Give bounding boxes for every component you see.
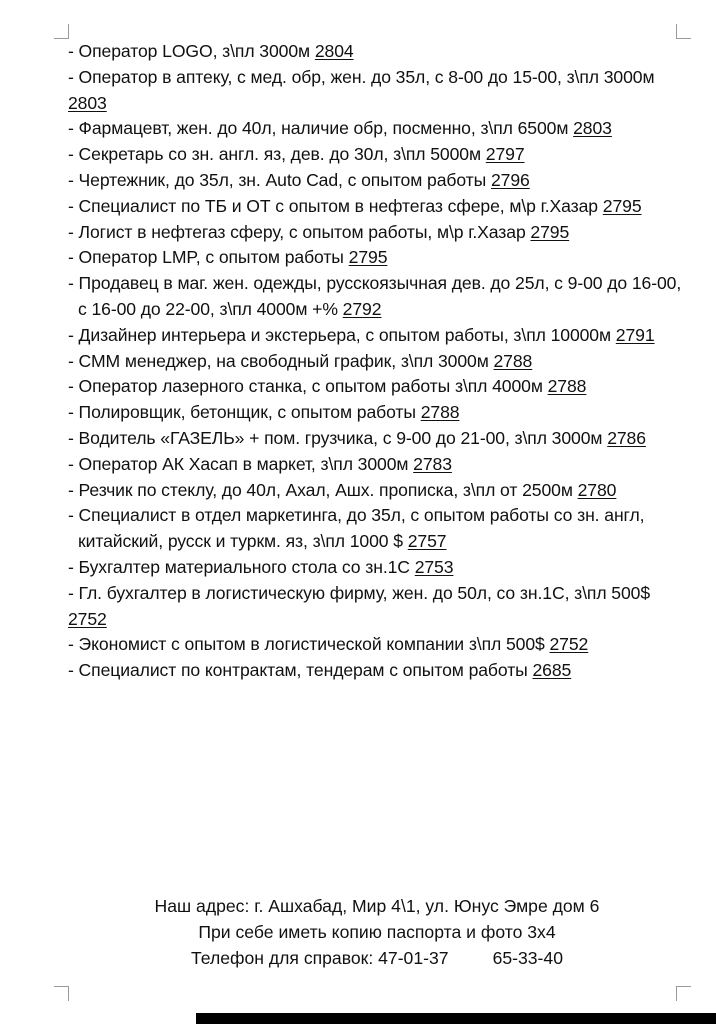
footer-phones [68, 946, 686, 972]
page-corner-mark [676, 986, 691, 1001]
page-corner-mark [54, 24, 69, 39]
listing-text: - Резчик по стеклу, до 40л, Ахал, Ашх. прописка, з\пл от 2500м [68, 479, 578, 500]
listing-item [68, 555, 686, 581]
listing-text: - Дизайнер интерьера и экстерьера, с опытом работы, з\пл 10000м [68, 324, 616, 345]
listing-code: 2797 [485, 144, 525, 165]
listing-text: - Оператор LOGO, з\пл 3000м [68, 41, 315, 61]
contact-footer [68, 894, 686, 971]
listing-code: 2803 [68, 92, 107, 113]
listing-code: 2788 [493, 350, 533, 371]
listing-text: - Логист в нефтегаз сферу, с опытом работы, м\р г.Хазар [68, 221, 531, 242]
listing-code: 2795 [348, 247, 388, 268]
listing-item [68, 426, 686, 452]
listing-text: с 16-00 до 22-00, з\пл 4000м +% [78, 298, 343, 319]
listing-text: - Полировщик, бетонщик, с опытом работы [68, 402, 421, 423]
listing-text: - Бухгалтер материального стола со зн.1С [68, 556, 415, 577]
listing-code: 2786 [607, 427, 646, 448]
listing-item [68, 658, 686, 684]
listing-text: китайский, русск и туркм. яз, з\пл 1000 $ [78, 531, 408, 552]
listing-item [68, 39, 686, 65]
listing-text: - СММ менеджер, на свободный график, з\пл 3000м [68, 350, 494, 371]
footer-phone-2: 65-33-40 [492, 947, 563, 968]
listing-item [68, 194, 686, 220]
listing-code: 2795 [602, 195, 642, 216]
listing-code: 2788 [420, 402, 460, 423]
footer-note: При себе иметь копию паспорта и фото 3х4 [198, 921, 556, 942]
listing-code: 2803 [573, 118, 612, 139]
listing-item [68, 142, 686, 168]
listing-item [68, 478, 686, 504]
listing-code: 2753 [414, 556, 454, 577]
listing-item [68, 503, 686, 529]
listing-item [68, 400, 686, 426]
listing-code: 2796 [490, 169, 530, 190]
listing-continuation [68, 529, 686, 555]
listing-item [68, 323, 686, 349]
listing-code: 2791 [615, 324, 655, 345]
listing-text: - Специалист по ТБ и ОТ с опытом в нефтегаз сфере, м\р г.Хазар [68, 195, 603, 216]
listing-text: - Экономист с опытом в логистической компании з\пл 500$ [68, 634, 550, 655]
listing-text: - Секретарь со зн. англ. яз, дев. до 30л, з\пл 5000м [68, 144, 486, 165]
listing-text: - Оператор LMP, с опытом работы [68, 247, 349, 268]
bottom-bar [196, 1013, 716, 1024]
listing-code: 2788 [547, 376, 587, 397]
listing-item [68, 116, 686, 142]
listing-item [68, 581, 686, 633]
page-corner-mark [54, 986, 69, 1001]
listing-item [68, 349, 686, 375]
listing-text: - Продавец в маг. жен. одежды, русскоязычная дев. до 25л, с 9-00 до 16-00, [68, 273, 682, 294]
listing-text: - Чертежник, до 35л, зн. Auto Cad, с опытом работы [68, 169, 491, 190]
listing-code: 2685 [532, 660, 572, 681]
listing-text: - Оператор АК Хасап в маркет, з\пл 3000м [68, 453, 414, 474]
footer-phone-1: Телефон для справок: 47-01-37 [191, 947, 449, 968]
listing-text: - Водитель «ГАЗЕЛЬ» + пом. грузчика, с 9-00 до 21-00, з\пл 3000м [68, 427, 608, 448]
listing-item [68, 374, 686, 400]
listing-text: - Оператор лазерного станка, с опытом работы з\пл 4000м [68, 376, 548, 397]
listing-item [68, 168, 686, 194]
listing-code: 2804 [314, 41, 354, 61]
listing-item [68, 271, 686, 297]
listing-text: - Оператор в аптеку, с мед. обр, жен. до 35л, с 8-00 до 15-00, з\пл 3000м [68, 66, 655, 87]
listing-code: 2792 [342, 298, 382, 319]
listing-item [68, 632, 686, 658]
listing-text: - Фармацевт, жен. до 40л, наличие обр, посменно, з\пл 6500м [68, 118, 574, 139]
listing-item [68, 220, 686, 246]
listing-code: 2783 [413, 453, 452, 474]
listing-text: - Специалист по контрактам, тендерам с опытом работы [68, 660, 533, 681]
listing-code: 2757 [407, 531, 447, 552]
listing-code: 2795 [530, 221, 570, 242]
listing-text: - Специалист в отдел маркетинга, до 35л, с опытом работы со зн. англ, [68, 505, 645, 526]
job-listings [68, 39, 686, 684]
listing-code: 2780 [577, 479, 617, 500]
listing-code: 2752 [549, 634, 589, 655]
listing-item [68, 452, 686, 478]
page-corner-mark [676, 24, 691, 39]
footer-address: Наш адрес: г. Ашхабад, Мир 4\1, ул. Юнус Эмре дом 6 [154, 896, 600, 916]
listing-continuation [68, 297, 686, 323]
listing-item [68, 245, 686, 271]
listing-item [68, 65, 686, 117]
listing-text: - Гл. бухгалтер в логистическую фирму, жен. до 50л, со зн.1С, з\пл 500$ [68, 582, 651, 603]
listing-code: 2752 [68, 608, 107, 629]
